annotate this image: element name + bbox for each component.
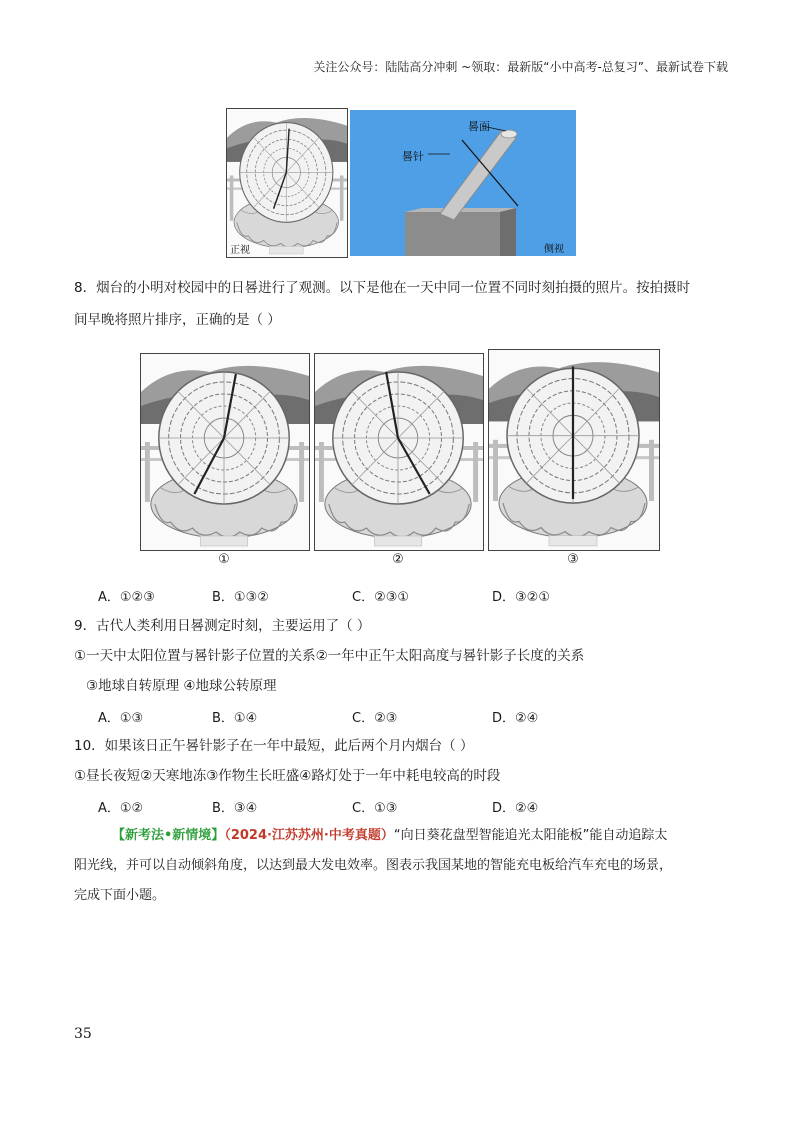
sundial-side-view bbox=[350, 110, 576, 256]
q8-option-c: C．②③① bbox=[352, 590, 410, 605]
q9-option-c: C．②③ bbox=[352, 711, 398, 726]
sundial-photo-1 bbox=[140, 353, 310, 551]
passage-line2: 阳光线，并可以自动倾斜角度，以达到最大发电效率。图表示我国某地的智能充电板给汽车充电的场景， bbox=[74, 858, 673, 873]
sundial-illustration bbox=[227, 109, 347, 257]
q9-statements-2: ③地球自转原理 ④地球公转原理 bbox=[86, 678, 277, 694]
sundial-photo-3 bbox=[488, 349, 660, 551]
passage-text1: “向日葵花盘型智能追光太阳能板”能自动追踪太 bbox=[393, 828, 668, 843]
q9-stem: 9．古代人类利用日晷测定时刻，主要运用了（ ） bbox=[74, 618, 371, 634]
page-header: 关注公众号：陆陆高分冲刺 ~领取：最新版“小中高考-总复习”、最新试卷下载 bbox=[313, 60, 728, 74]
q8-stem-line2: 间早晚将照片排序，正确的是（ ） bbox=[74, 312, 281, 328]
q8-option-b: B．①③② bbox=[212, 590, 269, 605]
q8-option-a: A．①②③ bbox=[98, 590, 155, 605]
sundial-front-view bbox=[226, 108, 348, 258]
gnomon-diagram bbox=[350, 110, 576, 256]
gnomon-label: 晷针 bbox=[402, 150, 424, 163]
sundial-illustration bbox=[315, 354, 483, 550]
q10-stem: 10．如果该日正午晷针影子在一年中最短，此后两个月内烟台（ ） bbox=[74, 738, 474, 754]
passage-tag: 【新考法•新情境】 bbox=[112, 828, 225, 843]
q10-option-a: A．①② bbox=[98, 801, 144, 816]
q10-option-c: C．①③ bbox=[352, 801, 398, 816]
page-number: 35 bbox=[74, 1026, 92, 1042]
passage-source: （2024·江苏苏州·中考真题） bbox=[224, 828, 394, 843]
sundial-photo-2 bbox=[314, 353, 484, 551]
q8-stem-line1: 8．烟台的小明对校园中的日晷进行了观测。以下是他在一天中同一位置不同时刻拍摄的照片。按拍摄时 bbox=[74, 280, 691, 296]
front-view-label: 正视 bbox=[230, 245, 250, 256]
sundial-illustration bbox=[489, 350, 659, 550]
photo-3-label: ③ bbox=[567, 552, 579, 567]
passage-line3: 完成下面小题。 bbox=[74, 888, 166, 903]
sundial-illustration bbox=[141, 354, 309, 550]
face-label: 晷面 bbox=[468, 120, 490, 133]
q9-statements-1: ①一天中太阳位置与晷针影子位置的关系②一年中正午太阳高度与晷针影子长度的关系 bbox=[74, 648, 585, 664]
q8-option-d: D．③②① bbox=[492, 590, 550, 605]
q9-option-a: A．①③ bbox=[98, 711, 144, 726]
photo-1-label: ① bbox=[218, 552, 230, 567]
side-view-label: 侧视 bbox=[544, 244, 564, 255]
photo-2-label: ② bbox=[392, 552, 404, 567]
q9-option-d: D．②④ bbox=[492, 711, 539, 726]
q9-option-b: B．①④ bbox=[212, 711, 258, 726]
q10-option-d: D．②④ bbox=[492, 801, 539, 816]
q10-statements: ①昼长夜短②天寒地冻③作物生长旺盛④路灯处于一年中耗电较高的时段 bbox=[74, 768, 501, 784]
q10-option-b: B．③④ bbox=[212, 801, 258, 816]
passage-line1 bbox=[112, 827, 667, 845]
